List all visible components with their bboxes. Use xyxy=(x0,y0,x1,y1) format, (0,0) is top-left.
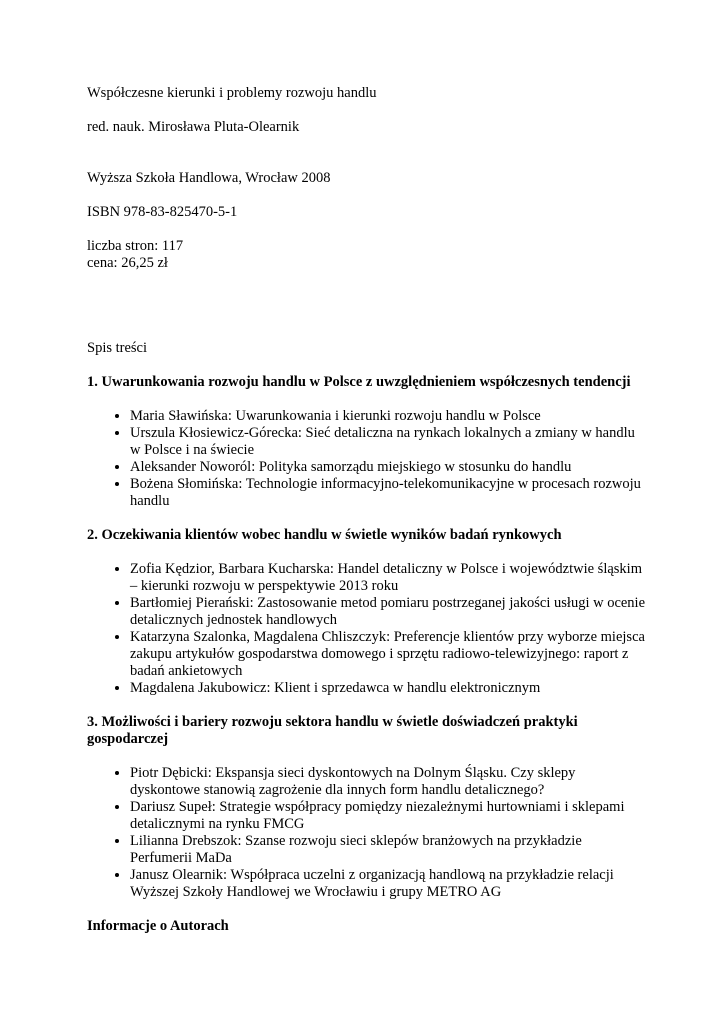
toc-entry: • Maria Sławińska: Uwarunkowania i kierunki rozwoju handlu w Polsce xyxy=(130,408,647,425)
book-page-count: liczba stron: 117 xyxy=(87,238,184,254)
toc-entry: • Aleksander Noworól: Polityka samorządu miejskiego w stosunku do handlu xyxy=(130,459,647,476)
authors-info-heading: Informacje o Autorach xyxy=(87,918,229,934)
toc-entry: • Dariusz Supeł: Strategie współpracy pomiędzy niezależnymi hurtowniami i sklepami detalicznymi na rynku FMCG xyxy=(130,799,647,833)
toc-entry: • Bożena Słomińska: Technologie informacyjno-telekomunikacyjne w procesach rozwoju handlu xyxy=(130,476,647,510)
book-title: Współczesne kierunki i problemy rozwoju handlu xyxy=(87,85,377,101)
toc-entry: • Urszula Kłosiewicz-Górecka: Sieć detaliczna na rynkach lokalnych a zmiany w handlu w Polsce i na świecie xyxy=(130,425,647,459)
toc-heading: Spis treści xyxy=(87,340,148,356)
document-page xyxy=(87,85,647,935)
toc-entry: • Zofia Kędzior, Barbara Kucharska: Handel detaliczny w Polsce i województwie śląskim – kierunki rozwoju w perspektywie 2013 roku xyxy=(130,561,647,595)
toc-entry: • Lilianna Drebszok: Szanse rozwoju sieci sklepów branżowych na przykładzie Perfumerii MaDa xyxy=(130,833,647,867)
toc-section-list xyxy=(87,765,647,901)
book-isbn: ISBN 978-83-825470-5-1 xyxy=(87,204,238,220)
book-publisher: Wyższa Szkoła Handlowa, Wrocław 2008 xyxy=(87,170,331,186)
toc-entry: • Bartłomiej Pierański: Zastosowanie metod pomiaru postrzeganej jakości usługi w ocenie detalicznych jednostek handlowych xyxy=(130,595,647,629)
toc-section-title: 1. Uwarunkowania rozwoju handlu w Polsce z uwzględnieniem współczesnych tendencji xyxy=(87,374,631,390)
toc-entry: • Janusz Olearnik: Współpraca uczelni z organizacją handlową na przykładzie relacji Wyższej Szkoły Handlowej we Wrocławiu i grupy METRO AG xyxy=(130,867,647,901)
toc-entry: • Piotr Dębicki: Ekspansja sieci dyskontowych na Dolnym Śląsku. Czy sklepy dyskontowe stanowią zagrożenie dla innych form handlu detalicznego? xyxy=(130,765,647,799)
toc-entry: • Katarzyna Szalonka, Magdalena Chliszczyk: Preferencje klientów przy wyborze miejsca zakupu artykułów gospodarstwa domowego i sprzętu radiowo-telewizyjnego: raport z badań ankietowych xyxy=(130,629,647,680)
toc-section-title: 3. Możliwości i bariery rozwoju sektora handlu w świetle doświadczeń praktyki gospodarczej xyxy=(87,714,578,747)
toc-section-title: 2. Oczekiwania klientów wobec handlu w świetle wyników badań rynkowych xyxy=(87,527,562,543)
toc-entry: • Magdalena Jakubowicz: Klient i sprzedawca w handlu elektronicznym xyxy=(130,680,647,697)
book-editor: red. nauk. Mirosława Pluta-Olearnik xyxy=(87,119,300,135)
book-price: cena: 26,25 zł xyxy=(87,255,168,271)
toc-section-list xyxy=(87,408,647,510)
toc-section-list xyxy=(87,561,647,697)
